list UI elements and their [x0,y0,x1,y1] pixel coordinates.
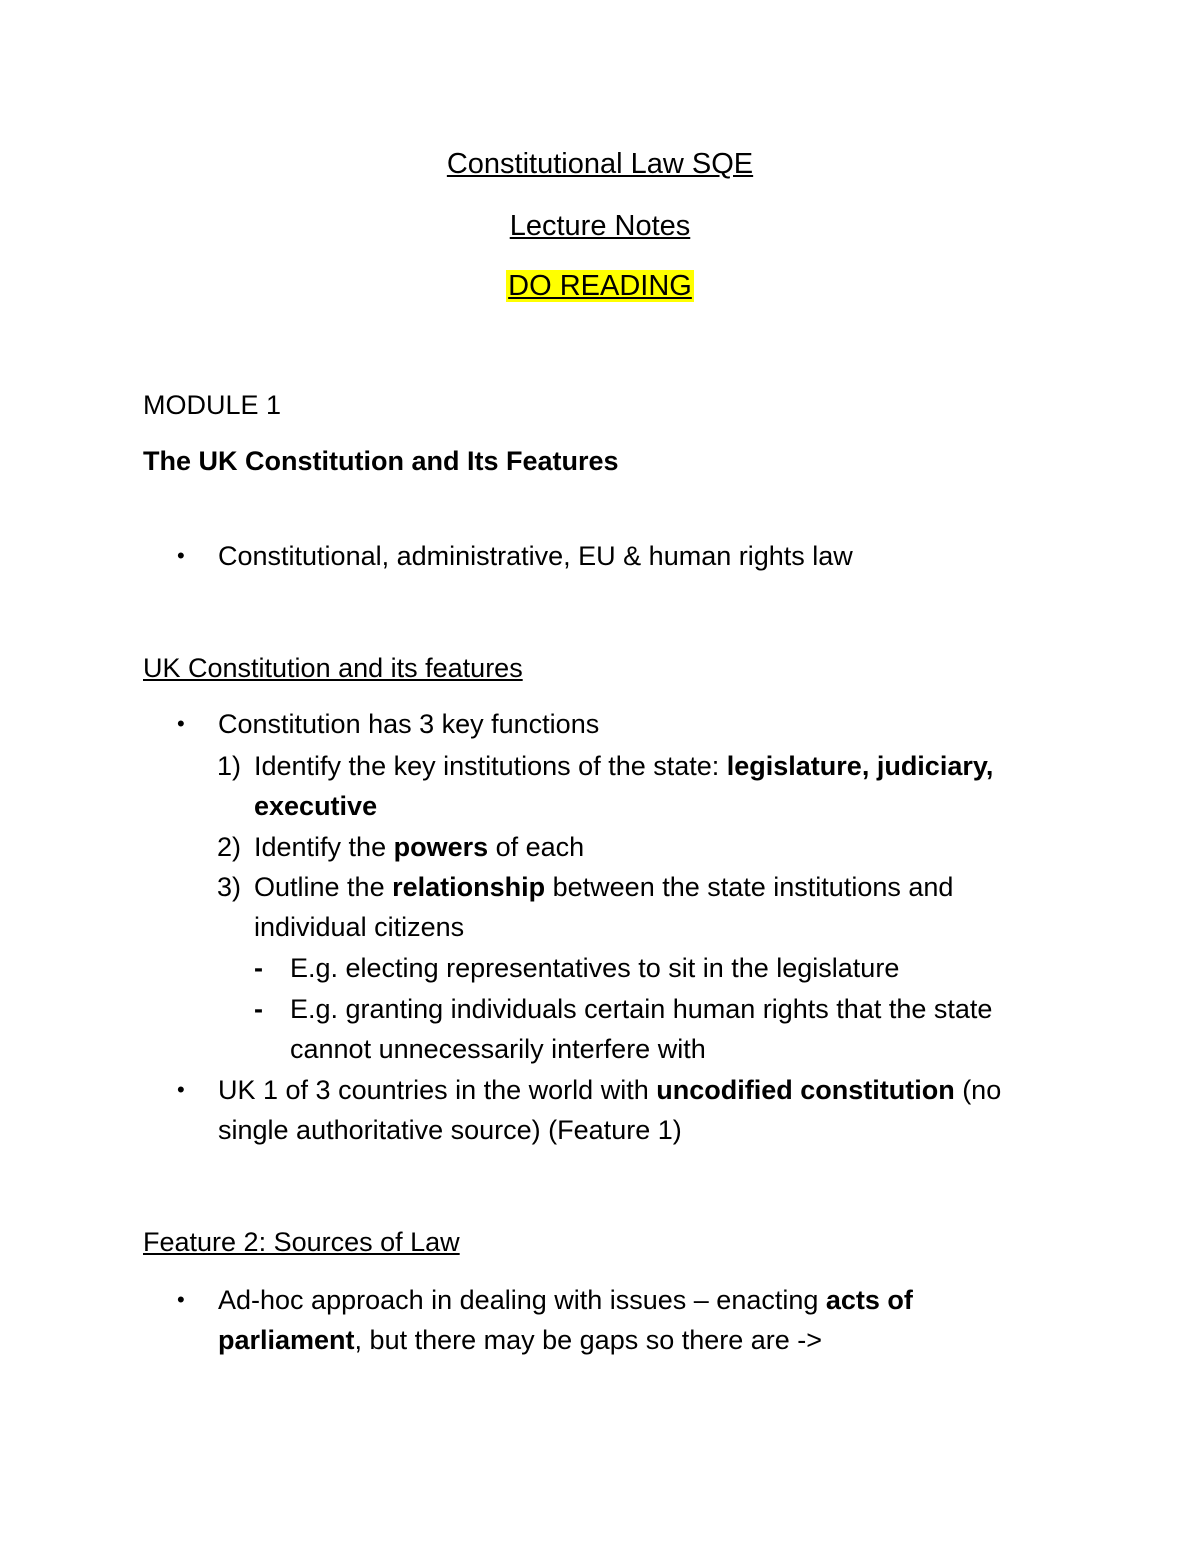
list-item-text: Constitutional, administrative, EU & human rights law [218,541,853,571]
list-item-text: , but there may be gaps so there are -> [354,1325,823,1355]
list-item-text: Constitution has 3 key functions [218,709,600,739]
list-item-bold-text: uncodified constitution [656,1075,955,1105]
item-text: Identify the [254,832,394,862]
sub-item-text: cannot unnecessarily interfere with [290,1034,706,1064]
sub-item [254,989,1110,1069]
list-item [177,1070,1118,1150]
item-bold-text: legislature, judiciary, [726,751,994,781]
sub-item [254,948,1110,988]
item-text: Identify the key institutions of the state: [254,751,727,781]
document-title: Constitutional Law SQE [446,148,754,180]
bullet-icon: • [177,1077,185,1102]
highlighted-text: DO READING [508,270,692,302]
list-item-text: (no [954,1075,1002,1105]
document-subtitle: Lecture Notes [509,210,691,242]
item-number: 2) [217,832,242,862]
bullet-icon: • [177,1287,185,1312]
bullet-icon: • [177,543,185,568]
section-heading: Feature 2: Sources of Law [143,1227,460,1257]
dash-marker: - [254,994,263,1024]
list-item-text: Ad-hoc approach in dealing with issues – enacting [218,1285,826,1315]
dash-marker: - [254,953,263,983]
list-item-bold-text: parliament [218,1325,355,1355]
numbered-item [217,867,1114,947]
list-item-text: single authoritative source) (Feature 1) [218,1115,682,1145]
module-label: MODULE 1 [143,390,282,420]
sub-item-text: E.g. electing representatives to sit in the legislature [290,953,900,983]
reading-note [0,266,1200,306]
numbered-item [217,746,1114,826]
list-item [177,1280,1118,1360]
list-item [177,704,1118,744]
item-number: 1) [217,751,242,781]
item-text: individual citizens [254,912,465,942]
module-heading: The UK Constitution and Its Features [143,446,619,476]
list-item [177,536,1118,576]
list-item-bold-text: acts of [825,1285,913,1315]
item-text: of each [488,832,585,862]
numbered-item [217,827,1114,867]
list-item-text: UK 1 of 3 countries in the world with [218,1075,657,1105]
item-bold-text: relationship [392,872,546,902]
sub-item-text: E.g. granting individuals certain human rights that the state [290,994,993,1024]
bullet-icon: • [177,711,185,736]
item-text: between the state institutions and [545,872,954,902]
section-heading: UK Constitution and its features [143,653,523,683]
item-bold-text: executive [254,791,378,821]
item-number: 3) [217,872,242,902]
item-text: Outline the [254,872,393,902]
item-bold-text: powers [393,832,489,862]
